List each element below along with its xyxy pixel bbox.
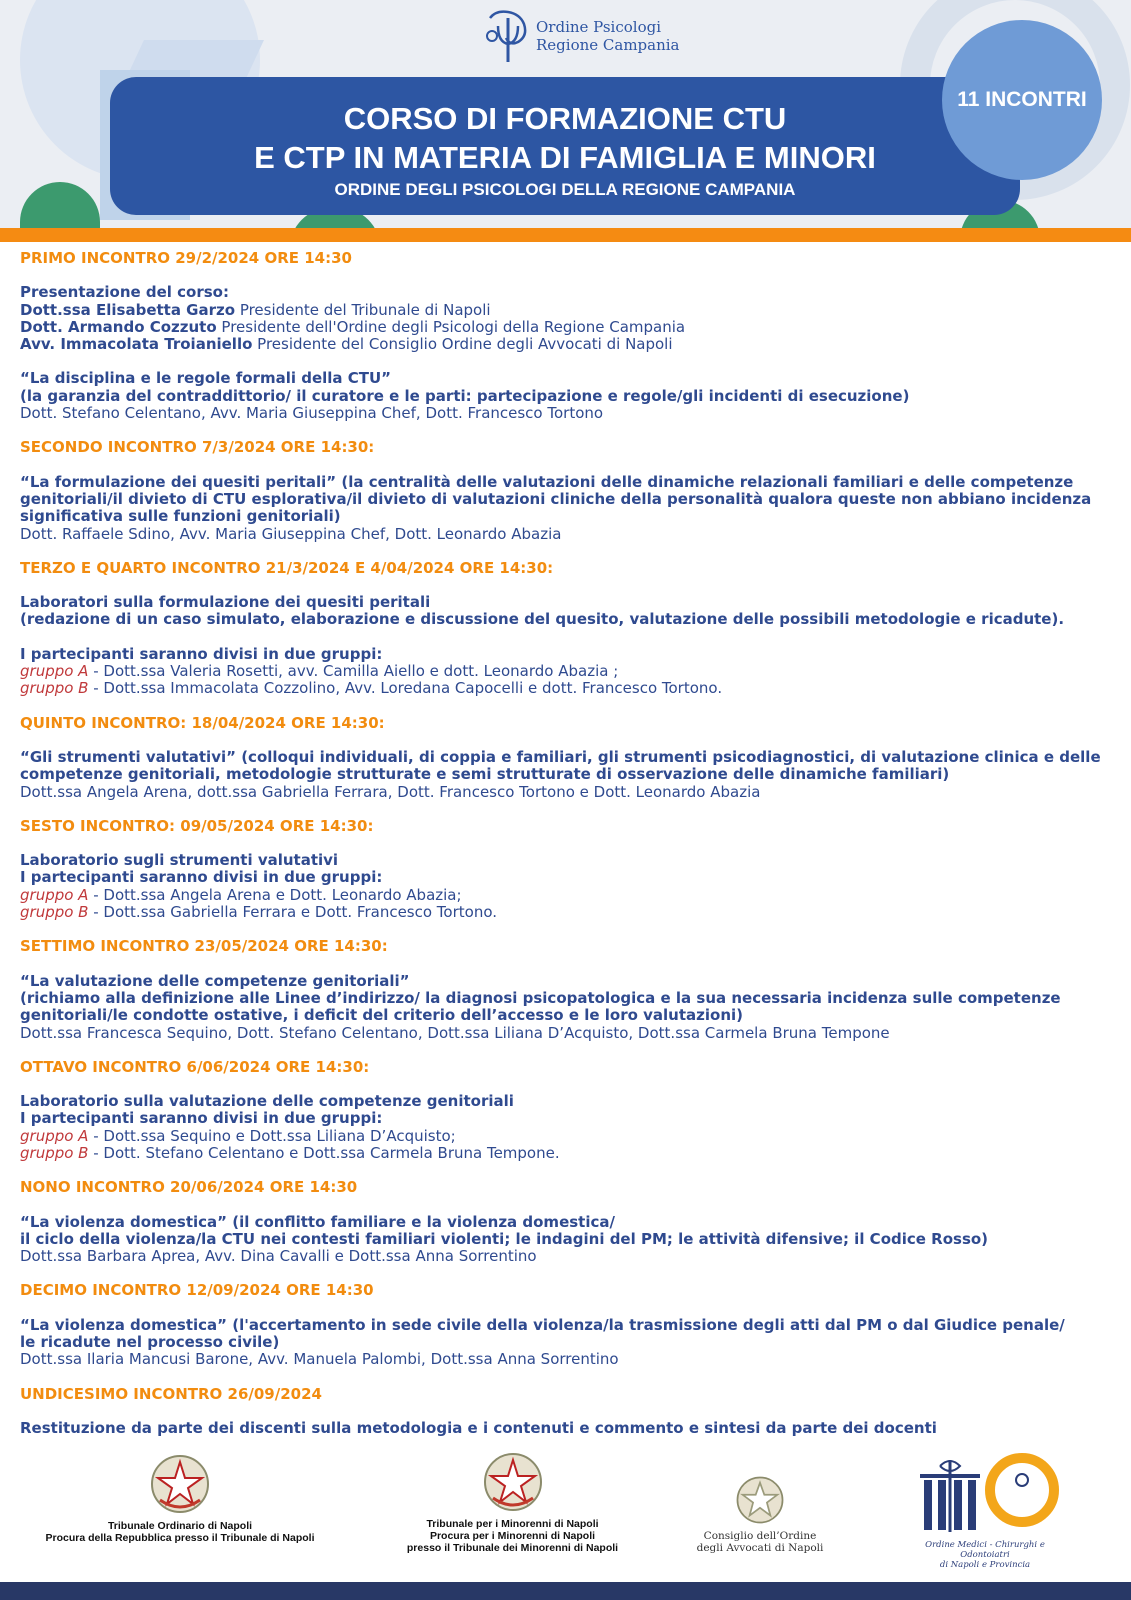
meeting-heading: TERZO E QUARTO INCONTRO 21/3/2024 E 4/04/2024 ORE 14:30: [20,558,554,577]
footer-label: presso il Tribunale dei Minorenni di Napoli [406,1542,619,1554]
tribunale-napoli-logo [10,1452,350,1544]
meeting-topic: “Gli strumenti valutativi” (colloqui individuali, di coppia e familiari, gli strumenti psicodiagnostici, di valutazione clinica e delle [20,747,1101,766]
group-label: gruppo B [20,903,89,922]
presenter-row [20,336,1120,353]
meeting-topic: il ciclo della violenza/la CTU nei contesti familiari violenti; le indagini del PM; le attività difensive; il Codice Rosso) [20,1229,989,1248]
group-members: - Dott.ssa Sequino e Dott.ssa Liliana D’Acquisto; [88,1126,456,1145]
footer-label: Consiglio dell’Ordine [703,1530,817,1542]
meeting-heading: SETTIMO INCONTRO 23/05/2024 ORE 14:30: [20,937,388,956]
meeting-heading: OTTAVO INCONTRO 6/06/2024 ORE 14:30: [20,1057,370,1076]
meeting-topic: (redazione di un caso simulato, elaborazione e discussione del quesito, valutazione delle possibili metodologie e ricadute). [20,610,1065,629]
meeting-heading: DECIMO INCONTRO 12/09/2024 ORE 14:30 [20,1281,374,1300]
logo-line-2: Regione Campania [536,36,680,54]
tribunale-minorenni-logo [370,1450,655,1554]
meeting-topic: “La valutazione delle competenze genitoriali” [20,971,410,990]
meeting-topic: Laboratorio sulla valutazione delle competenze genitoriali [20,1092,514,1111]
meeting-topic: (richiamo alla definizione alle Linee d’indirizzo/ la diagnosi psicopatologica e la sua necessaria incidenza sulle competenze [20,988,1061,1007]
meeting-section-1 [20,250,1120,422]
meeting-section-8 [20,1179,1120,1265]
group-row [20,663,1120,680]
footer-label: degli Avvocati di Napoli [696,1542,824,1554]
republic-emblem-icon [732,1474,788,1526]
groups-intro: I partecipanti saranno divisi in due gruppi: [20,1109,383,1128]
meeting-speakers: Dott. Stefano Celentano, Avv. Maria Giuseppina Chef, Dott. Francesco Tortono [20,404,604,423]
ordine-avvocati-logo [680,1474,840,1554]
meeting-topic: “La violenza domestica” (il conflitto familiare e la violenza domestica/ [20,1212,615,1231]
medical-caduceus-icon [910,1452,1060,1536]
meeting-section-9 [20,1282,1120,1368]
group-members: - Dott.ssa Valeria Rosetti, avv. Camilla Aiello e dott. Leonardo Abazia ; [88,662,619,681]
group-members: - Dott.ssa Angela Arena e Dott. Leonardo Abazia; [88,885,462,904]
meeting-topic: Restituzione da parte dei discenti sulla metodologia e i contenuti e commento e sintesi da parte dei docenti [20,1418,937,1437]
meeting-speakers: Dott.ssa Ilaria Mancusi Barone, Avv. Manuela Palombi, Dott.ssa Anna Sorrentino [20,1350,619,1369]
groups-intro: I partecipanti saranno divisi in due gruppi: [20,868,383,887]
footer-label: Tribunale per i Minorenni di Napoli [426,1518,599,1530]
meeting-section-7 [20,1059,1120,1162]
meeting-speakers: Dott.ssa Francesca Sequino, Dott. Stefano Celentano, Dott.ssa Liliana D’Acquisto, Dott.ssa Carmela Bruna Tempone [20,1023,890,1042]
header-banner [0,0,1131,228]
group-members: - Dott. Stefano Celentano e Dott.ssa Carmela Bruna Tempone. [88,1143,560,1162]
meeting-topic: (la garanzia del contraddittorio/ il curatore e le parti: partecipazione e regole/gli incidenti di esecuzione) [20,386,910,405]
title-box [110,77,1020,215]
meeting-speakers: Dott. Raffaele Sdino, Avv. Maria Giuseppina Chef, Dott. Leonardo Abazia [20,524,562,543]
footer-label: di Napoli e Provincia [939,1560,1031,1570]
page-title-line-1: CORSO DI FORMAZIONE CTU [343,101,787,136]
group-label: gruppo A [20,885,89,904]
meeting-heading: PRIMO INCONTRO 29/2/2024 ORE 14:30 [20,249,352,267]
program-content [20,250,1120,1454]
group-label: gruppo A [20,662,89,681]
page-title-line-2: E CTP IN MATERIA DI FAMIGLIA E MINORI [254,140,876,175]
ordine-psicologi-logo [484,8,680,64]
psi-logo-icon [484,8,532,64]
meeting-section-10 [20,1386,1120,1438]
group-row [20,1128,1120,1145]
footer-label: Procura della Repubblica presso il Tribunale di Napoli [45,1532,315,1544]
bush-illustration [20,182,100,228]
groups-intro: I partecipanti saranno divisi in due gruppi: [20,644,383,663]
meeting-heading: QUINTO INCONTRO: 18/04/2024 ORE 14:30: [20,713,385,732]
footer-label: Ordine Medici - Chirurghi e Odontoiatri [925,1540,1045,1560]
footer-label: Procura per i Minorenni di Napoli [429,1530,596,1542]
group-members: - Dott.ssa Gabriella Ferrara e Dott. Francesco Tortono. [88,903,498,922]
presenter-name: Dott. Armando Cozzuto [20,317,217,336]
presenter-row [20,302,1120,319]
group-label: gruppo B [20,1143,89,1162]
meeting-section-6 [20,938,1120,1041]
page-subtitle: ORDINE DEGLI PSICOLOGI DELLA REGIONE CAMPANIA [334,180,796,199]
meeting-speakers: Dott.ssa Angela Arena, dott.ssa Gabriella Ferrara, Dott. Francesco Tortono e Dott. Leonardo Abazia [20,782,761,801]
republic-emblem-icon [148,1452,212,1516]
presenter-row [20,319,1120,336]
meeting-speakers: Dott.ssa Barbara Aprea, Avv. Dina Cavalli e Dott.ssa Anna Sorrentino [20,1247,537,1266]
meeting-section-3 [20,560,1120,698]
meeting-topic: Laboratori sulla formulazione dei quesiti peritali [20,593,431,612]
group-row [20,680,1120,697]
meeting-section-2 [20,439,1120,542]
divider-bar [0,228,1131,242]
group-row [20,1145,1120,1162]
meeting-heading: NONO INCONTRO 20/06/2024 ORE 14:30 [20,1178,358,1197]
presenter-role: Presidente del Tribunale di Napoli [235,300,491,319]
meeting-heading: UNDICESIMO INCONTRO 26/09/2024 [20,1384,322,1403]
footer-label: Tribunale Ordinario di Napoli [107,1520,253,1532]
ordine-medici-logo [905,1452,1065,1570]
meeting-topic: significativa sulle funzioni genitoriali) [20,507,341,526]
presentation-label: Presentazione del corso: [20,283,229,302]
meeting-heading: SECONDO INCONTRO 7/3/2024 ORE 14:30: [20,438,375,457]
meeting-topic: “La violenza domestica” (l'accertamento in sede civile della violenza/la trasmissione degli atti dal PM o dal Giudice penale/ [20,1315,1065,1334]
logo-line-1: Ordine Psicologi [536,18,662,36]
group-label: gruppo B [20,679,89,698]
meeting-section-4 [20,715,1120,801]
presenter-name: Avv. Immacolata Troianiello [20,335,253,354]
presenter-role: Presidente del Consiglio Ordine degli Avvocati di Napoli [252,335,673,354]
meeting-section-5 [20,818,1120,921]
meeting-topic: genitoriali/le condotte ostative, i deficit del criterio dell’accesso e le loro valutazioni) [20,1006,743,1025]
meeting-topic: “La formulazione dei quesiti peritali” (la centralità delle valutazioni delle dinamiche relazionali familiari e delle competenze [20,472,1074,491]
presenter-role: Presidente dell'Ordine degli Psicologi della Regione Campania [216,317,686,336]
presenter-name: Dott.ssa Elisabetta Garzo [20,300,236,319]
meeting-heading: SESTO INCONTRO: 09/05/2024 ORE 14:30: [20,816,374,835]
meeting-topic: Laboratorio sugli strumenti valutativi [20,851,339,870]
meeting-topic: le ricadute nel processo civile) [20,1333,280,1352]
meeting-topic: genitoriali/il divieto di CTU esplorativa/il divieto di valutazioni cliniche della personalità qualora queste non abbiano incidenza [20,489,1092,508]
footer-logos [0,1452,1131,1582]
meetings-count-badge: 11 INCONTRI [942,20,1102,180]
group-row [20,904,1120,921]
group-label: gruppo A [20,1126,89,1145]
meeting-topic: competenze genitoriali, metodologie strutturate e semi strutturate di osservazione delle dinamiche familiari) [20,765,950,784]
meeting-topic: “La disciplina e le regole formali della CTU” [20,369,392,388]
republic-emblem-icon [481,1450,545,1514]
bottom-bar [0,1582,1131,1600]
group-row [20,887,1120,904]
group-members: - Dott.ssa Immacolata Cozzolino, Avv. Loredana Capocelli e dott. Francesco Tortono. [88,679,723,698]
